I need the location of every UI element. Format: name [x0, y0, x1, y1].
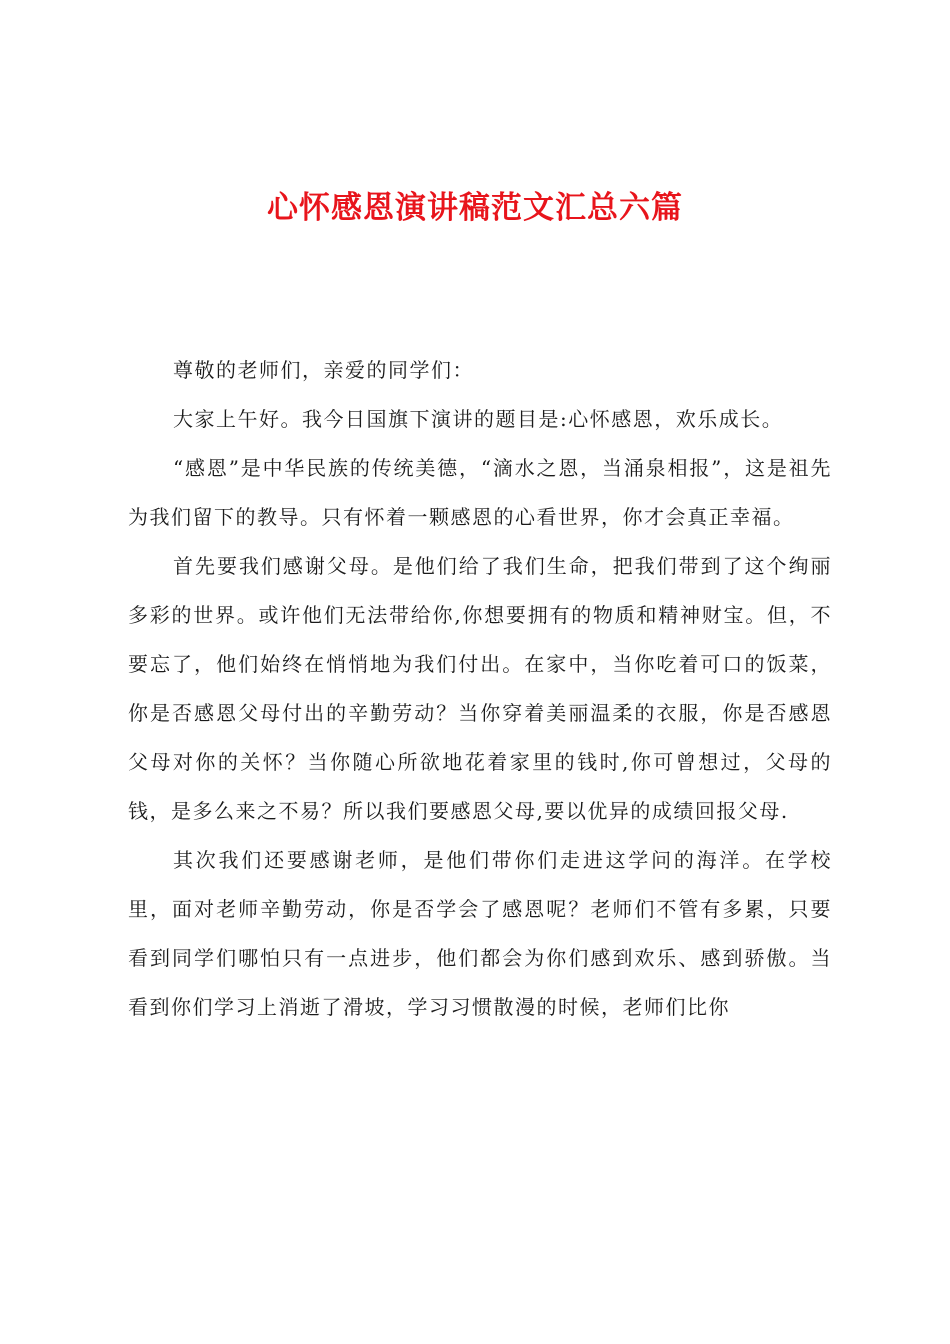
paragraph-thank-teachers: 其次我们还要感谢老师，是他们带你们走进这学问的海洋。在学校里，面对老师辛勤劳动，你是否学会了感恩呢？老师们不管有多累，只要看到同学们哪怕只有一点进步，他们都会为你们感到欢乐、感到骄傲。当看到你们学习上消逝了滑坡，学习习惯散漫的时候，老师们比你: [128, 848, 832, 1019]
paragraph-thank-parents: 首先要我们感谢父母。是他们给了我们生命，把我们带到了这个绚丽多彩的世界。或许他们无法带给你,你想要拥有的物质和精神财宝。但，不要忘了，他们始终在悄悄地为我们付出。在家中，当你吃着可口的饭菜，你是否感恩父母付出的辛勤劳动？当你穿着美丽温柔的衣服，你是否感恩父母对你的关怀？当你随心所欲地花着家里的钱时,你可曾想过，父母的钱，是多么来之不易？所以我们要感恩父母,要以优异的成绩回报父母.: [128, 554, 832, 823]
document-title: 心怀感恩演讲稿范文汇总六篇: [267, 190, 683, 226]
paragraph-gratitude-virtue: “感恩”是中华民族的传统美德，“滴水之恩，当涌泉相报”，这是祖先为我们留下的教导。只有怀着一颗感恩的心看世界，你才会真正幸福。: [128, 456, 832, 529]
document-body: [128, 346, 832, 1032]
paragraph-greeting: 尊敬的老师们，亲爱的同学们：: [173, 358, 474, 382]
paragraph-opening: 大家上午好。我今日国旗下演讲的题目是:心怀感恩，欢乐成长。: [173, 407, 784, 431]
